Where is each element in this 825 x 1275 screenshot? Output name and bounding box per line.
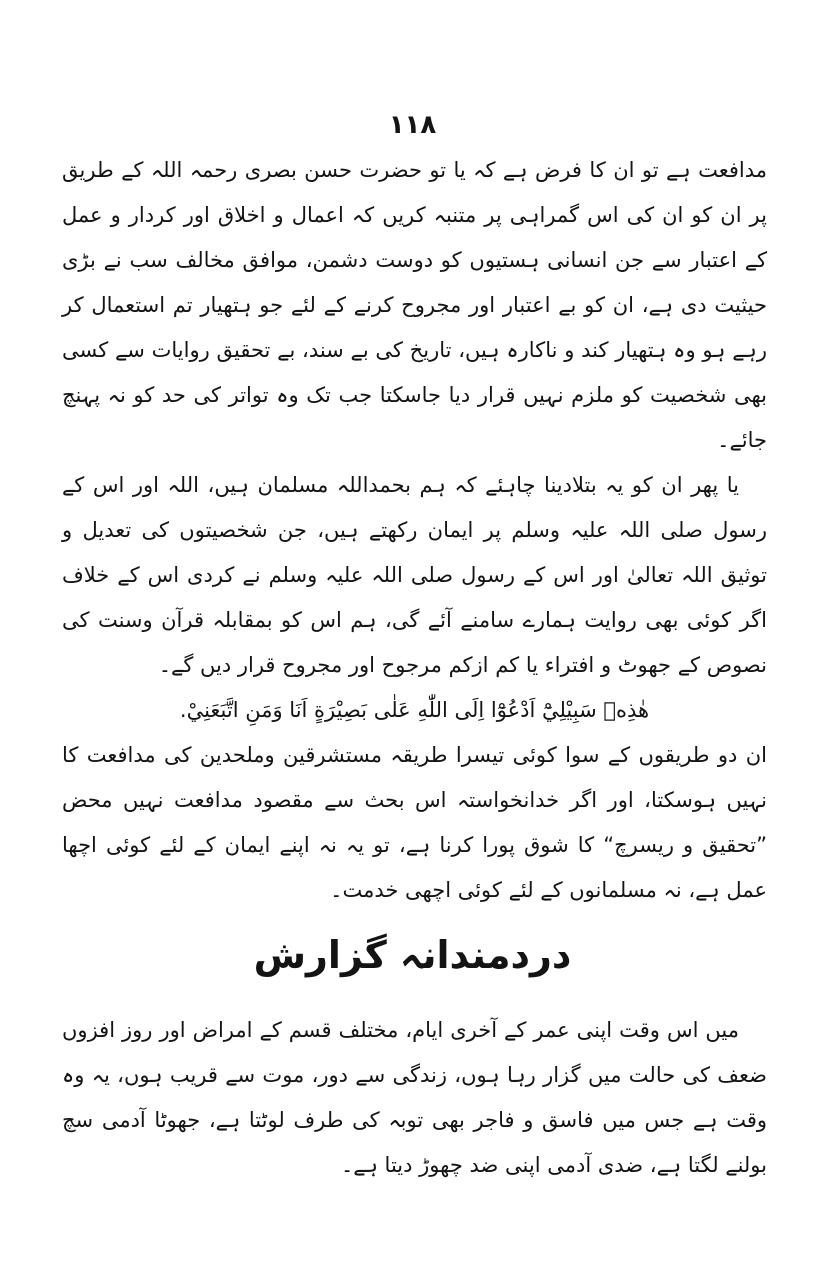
paragraph-faith-declaration: یا پھر ان کو یہ بتلادینا چاہئے کہ ہم بحمداللہ مسلمان ہیں، اللہ اور اس کے رسول صلی اللہ علیہ وسلم پر ایمان رکھتے ہیں، جن شخصیتوں کی تعدیل و توثیق اللہ تعالیٰ اور اس کے رسول صلی اللہ علیہ وسلم نے کردی اس کے خلاف اگر کوئی بھی روایت ہمارے سامنے آئے گی، ہم اس کو بمقابلہ قرآن وسنت کی نصوص کے جھوٹ و افتراء یا کم ازکم مرجوح اور مجروح قرار دیں گے۔ (62, 473, 767, 677)
closing-text-block (62, 1008, 767, 1188)
section-heading: دردمندانہ گزارش (253, 933, 572, 977)
page-number: ۱۱۸ (388, 110, 437, 140)
quran-verse: هٰذِهٖ سَبِيْلِيْٓ اَدْعُوْٓا اِلَى اللّٰهِ عَلٰى بَصِيْرَةٍ اَنَا وَمَنِ اتَّبَعَنِيْ. (179, 698, 650, 722)
main-text-block (62, 148, 767, 913)
paragraph-two-methods: ان دو طریقوں کے سوا کوئی تیسرا طریقہ مستشرقین وملحدین کی مدافعت کا نہیں ہوسکتا، اور اگر خدانخواستہ اس بحث سے مقصود مدافعت نہیں محض ”تحقیق و ریسرچ“ کا شوق پورا کرنا ہے، تو یہ نہ اپنے ایمان کے لئے کوئی اچھا عمل ہے، نہ مسلمانوں کے لئے کوئی اچھی خدمت۔ (62, 743, 767, 902)
paragraph-defense-duty: مدافعت ہے تو ان کا فرض ہے کہ یا تو حضرت حسن بصری رحمہ اللہ کے طریق پر ان کو ان کی اس گمراہی پر متنبہ کریں کہ اعمال و اخلاق اور کردار و عمل کے اعتبار سے جن انسانی ہستیوں کو دوست دشمن، موافق مخالف سب نے بڑی حیثیت دی ہے، ان کو بے اعتبار اور مجروح کرنے کے لئے جو ہتھیار تم استعمال کر رہے ہو وہ ہتھیار کند و ناکارہ ہیں، تاریخ کی بے سند، بے تحقیق روایات سے کسی بھی شخصیت کو ملزم نہیں قرار دیا جاسکتا جب تک وہ تواتر کی حد کو نہ پہنچ جائے۔ (62, 158, 767, 452)
paragraph-heartfelt-request: میں اس وقت اپنی عمر کے آخری ایام، مختلف قسم کے امراض اور روز افزوں ضعف کی حالت میں گزار رہا ہوں، زندگی سے دور، موت سے قریب ہوں، یہ وہ وقت ہے جس میں فاسق و فاجر بھی توبہ کی طرف لوٹتا ہے، جھوٹا آدمی سچ بولنے لگتا ہے، ضدی آدمی اپنی ضد چھوڑ دیتا ہے۔ (62, 1018, 767, 1177)
